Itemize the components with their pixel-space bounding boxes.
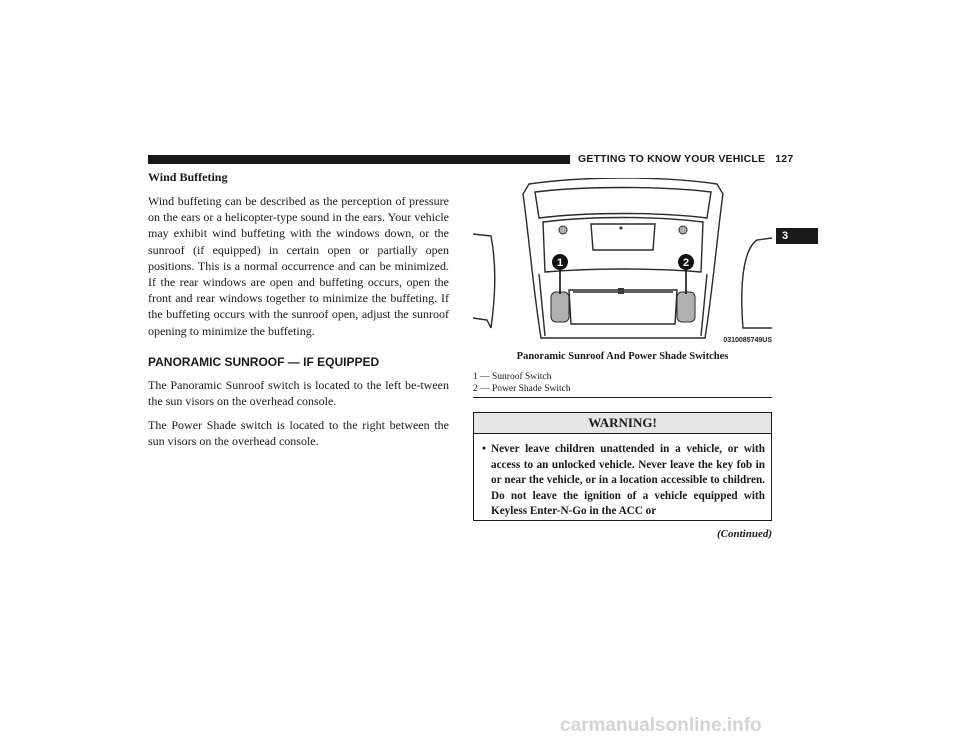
bullet-icon: • [482, 443, 486, 455]
wind-buffeting-heading: Wind Buffeting [148, 170, 228, 184]
legend-item: 2 — Power Shade Switch [473, 384, 571, 394]
warning-text: Never leave children unattended in a vehicle, or with access to an unlocked vehicle. Never leave the key fob in or near the vehicle, or in a location accessible to children. Do not leave the ignition of a vehicle equipped with Keyless Enter-N-Go in the ACC or [491, 443, 765, 518]
overhead-console-illustration [473, 178, 772, 344]
warning-box [473, 412, 772, 521]
warning-title: WARNING! [474, 413, 771, 434]
watermark: carmanualsonline.info [560, 715, 762, 736]
figure-caption: Panoramic Sunroof And Power Shade Switches [516, 351, 729, 362]
continued-label: (Continued) [716, 528, 772, 540]
chapter-tab: 3 [776, 228, 818, 244]
callout-2: 2 [682, 257, 690, 269]
warning-item [474, 434, 771, 520]
left-column [148, 170, 449, 458]
legend-item: 1 — Sunroof Switch [473, 372, 552, 382]
figure-legend [473, 371, 772, 398]
overhead-console-figure [473, 178, 772, 344]
power-shade-paragraph: The Power Shade switch is located to the right between the sun visors on the overhead console. [148, 418, 449, 449]
panoramic-sunroof-heading: PANORAMIC SUNROOF — IF EQUIPPED [148, 354, 380, 369]
header-bar [148, 155, 570, 164]
wind-buffeting-paragraph: Wind buffeting can be described as the perception of pressure on the ears or a helicopter-type sound in the ears. Your vehicle may exhibit wind buffeting with the windows down, or the sunroof (if equipped) in certain open or partially open positions. This is a normal occurrence and can be minimized. If the rear windows are open and buffeting occurs, open the front and rear windows together to minimize the buffeting. If the buffeting occurs with the sunroof open, adjust the sunroof opening to minimize the buffeting. [148, 194, 449, 338]
sunroof-switch-paragraph: The Panoramic Sunroof switch is located to the left be-tween the sun visors on the overhead console. [148, 377, 449, 409]
section-title: GETTING TO KNOW YOUR VEHICLE [578, 153, 766, 165]
running-header [578, 153, 794, 165]
page-number: 127 [775, 153, 794, 165]
figure-code: 0310085749US [723, 337, 772, 344]
callout-1: 1 [556, 257, 564, 269]
